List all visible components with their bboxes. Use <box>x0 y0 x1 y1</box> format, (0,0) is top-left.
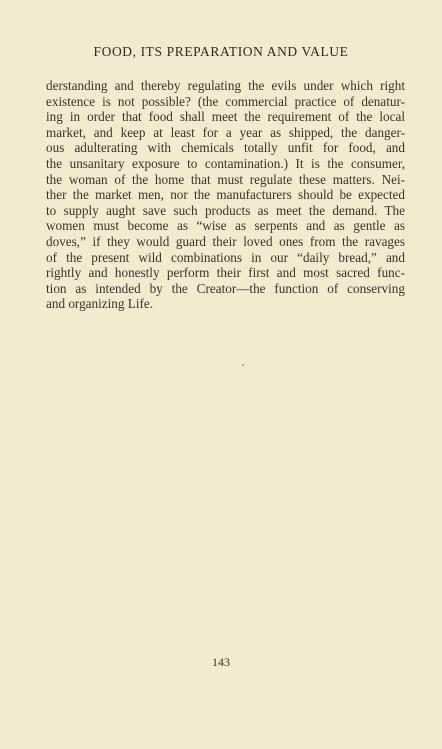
text-line: tion as intended by the Creator—the function of conserving <box>46 280 405 296</box>
text-line-last: and organizing Life. <box>46 296 154 312</box>
body-paragraph <box>46 78 405 312</box>
text-line: doves,” if they would guard their loved ones from the ravages <box>46 233 405 249</box>
text-line: existence is not possible? (the commercial practice of denatur- <box>46 93 405 109</box>
text-line: the woman of the home that must regulate these matters. Nei- <box>46 171 405 187</box>
text-line: of the present wild combinations in our “daily bread,” and <box>46 249 405 265</box>
text-line: women must become as “wise as serpents and as gentle as <box>46 218 405 234</box>
text-line: rightly and honestly perform their first and most sacred func- <box>46 265 405 281</box>
text-line: market, and keep at least for a year as shipped, the danger- <box>46 124 405 140</box>
text-line: the unsanitary exposure to contamination.) It is the consumer, <box>46 155 405 171</box>
page-number: 143 <box>212 655 230 669</box>
text-line: to supply aught save such products as meet the demand. The <box>46 202 405 218</box>
text-line: ther the market men, nor the manufacturers should be expected <box>46 187 405 203</box>
text-line: derstanding and thereby regulating the evils under which right <box>46 78 405 93</box>
running-head: FOOD, ITS PREPARATION AND VALUE <box>93 44 349 59</box>
paper-speck <box>242 364 244 366</box>
text-line: ous adulterating with chemicals totally unfit for food, and <box>46 140 405 156</box>
text-line: ing in order that food shall meet the requirement of the local <box>46 109 405 125</box>
